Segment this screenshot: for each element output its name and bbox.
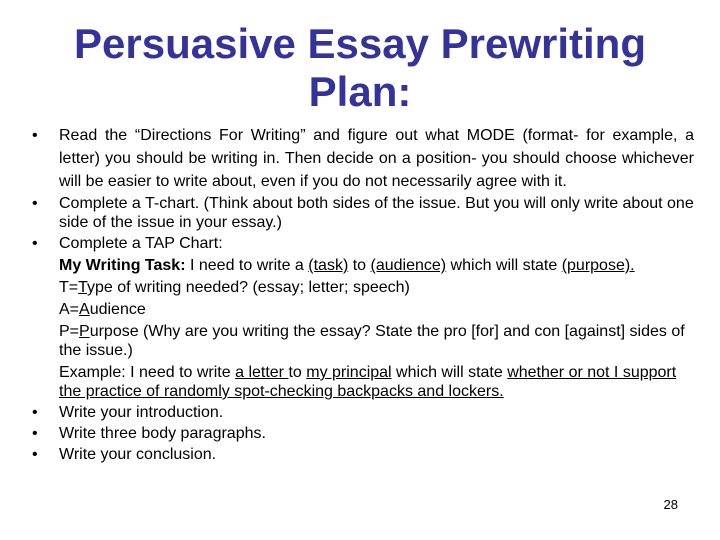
writing-task-text: which will state	[446, 257, 562, 274]
writing-task-line	[30, 256, 694, 275]
tap-text: udience	[89, 301, 146, 318]
purpose-placeholder: (purpose).	[561, 257, 635, 274]
tap-text: ype of writing needed? (essay; letter; speech)	[87, 279, 410, 296]
tap-text: urpose (Why are you writing the essay? State the pro [for] and con [against] sides of the issue.)	[59, 323, 685, 359]
example-line	[30, 363, 694, 401]
tap-letter: A	[79, 301, 90, 318]
bullet-t-chart	[30, 194, 694, 232]
bullet-body-paragraphs	[30, 424, 694, 443]
page-number: 28	[663, 497, 678, 512]
bullet-text: Read the	[59, 127, 135, 144]
close-quote: ”	[300, 127, 306, 144]
writing-task-label: My Writing Task:	[59, 257, 186, 274]
slide-title: Persuasive Essay Prewriting Plan:	[74, 20, 646, 115]
bullet-introduction	[30, 403, 694, 422]
tap-type-line	[30, 278, 694, 297]
bullet-text: Complete a TAP Chart:	[59, 235, 223, 252]
bullet-list	[30, 124, 694, 464]
example-purpose: whether or not I support the practice of randomly spot-checking backpacks and lockers.	[59, 364, 677, 400]
tap-audience-line	[30, 300, 694, 319]
tap-prefix: A=	[59, 301, 80, 318]
writing-task-text: I need to write a	[185, 257, 309, 274]
bullet-text: Complete a T-chart. (Think about both sides of the issue. But you will only write about one side of the issue in your essay.)	[59, 195, 694, 231]
tap-prefix: P=	[59, 323, 80, 340]
bullet-text: Write your introduction.	[59, 404, 224, 421]
bullet-text: Write three body paragraphs.	[59, 425, 266, 442]
example-text: Example: I need to write	[59, 364, 236, 381]
example-audience: my principal	[306, 364, 392, 381]
bullet-read-directions	[30, 124, 694, 193]
audience-placeholder: (audience)	[370, 257, 447, 274]
bullet-conclusion	[30, 445, 694, 464]
writing-task-text: to	[348, 257, 371, 274]
bullet-text: Write your conclusion.	[59, 446, 217, 463]
example-text: to	[288, 364, 307, 381]
bullet-text: and figure out what MODE (format- for example, a letter) you should be writing in. Then decide on a position- you should choose whichever will be easier to write about, even if you do not necessarily agree with it.	[59, 127, 695, 190]
tap-letter: P	[79, 323, 90, 340]
bullet-tap-chart	[30, 234, 694, 253]
tap-letter: T	[78, 279, 88, 296]
example-task: a letter	[235, 364, 289, 381]
tap-purpose-line	[30, 322, 694, 360]
example-text: which will state	[391, 364, 508, 381]
task-placeholder: (task)	[308, 257, 349, 274]
open-quote: “	[134, 127, 141, 144]
quoted-text: Directions For Writing	[140, 127, 301, 144]
tap-prefix: T=	[59, 279, 79, 296]
